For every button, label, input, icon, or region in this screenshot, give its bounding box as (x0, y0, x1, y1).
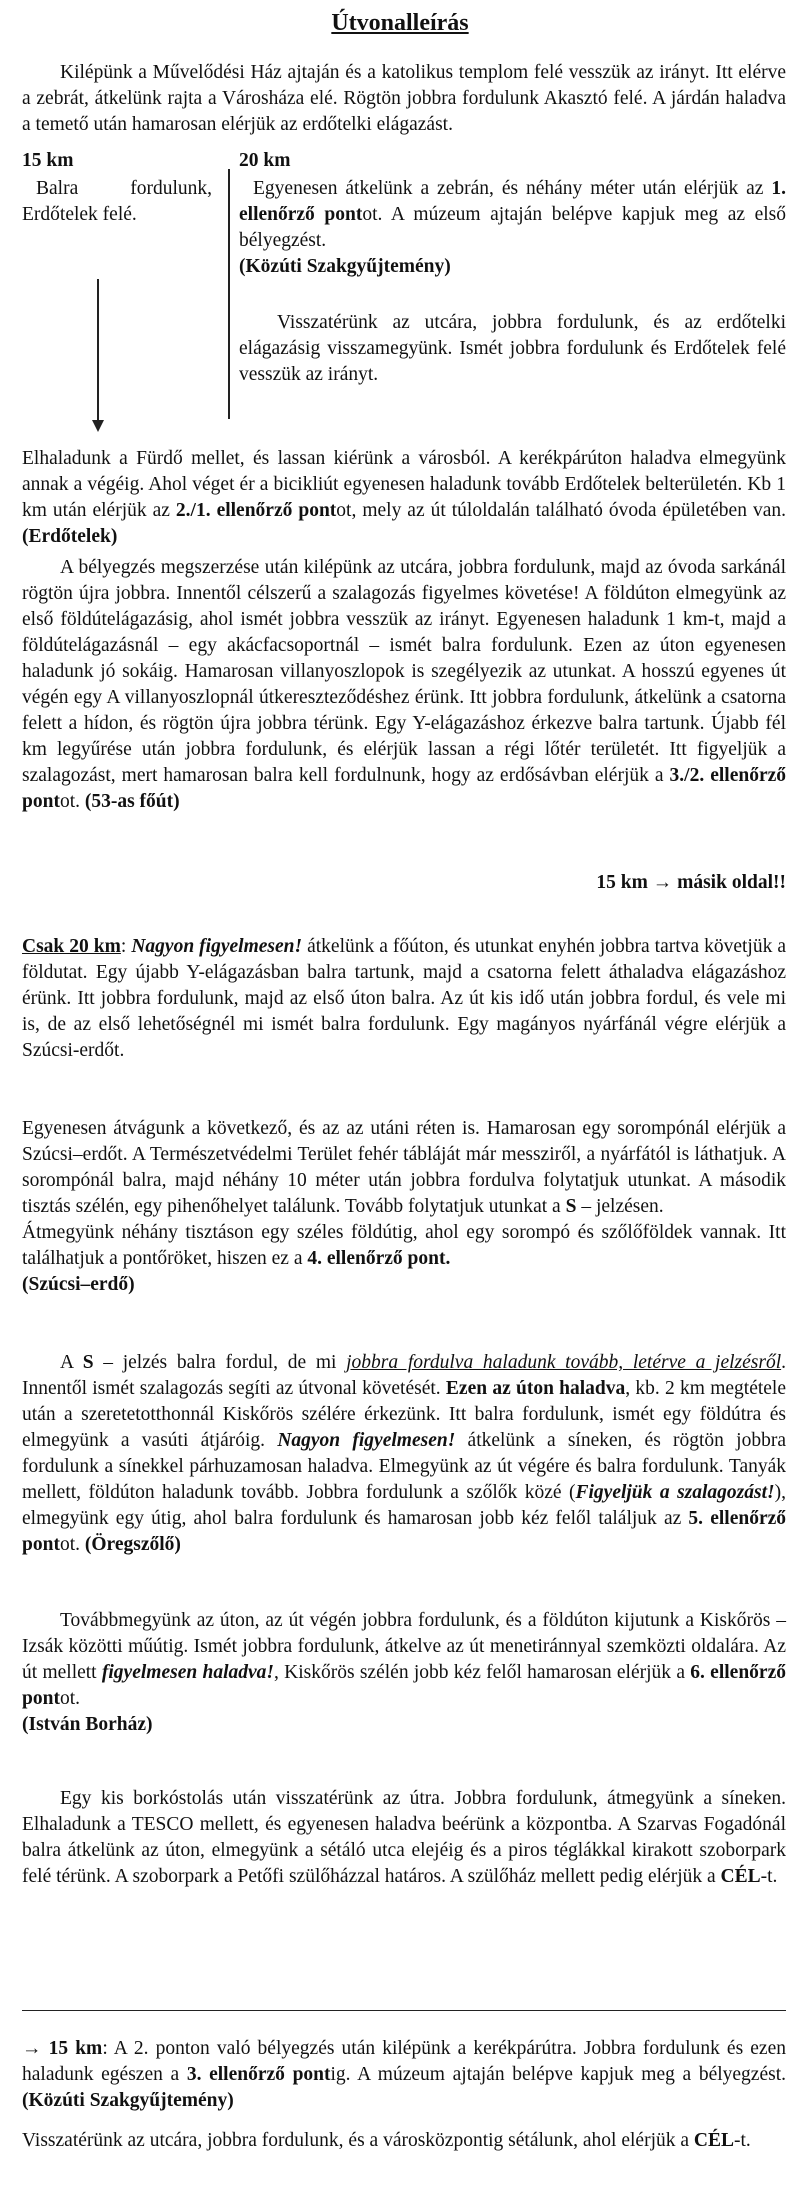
paragraph-15km-route: → 15 km: A 2. ponton való bélyegzés után kilépünk a kerékpárútra. Jobbra fordulunk és ezen haladunk egészen a 3. ellenőrző pontig. A múzeum ajtaján belépve kapjuk meg a bélyegzést. (Közúti Szakgyűjtemény) (22, 2038, 786, 2111)
down-arrow-line (97, 279, 99, 424)
branch-20km-paragraph-1: Egyenesen átkelünk a zebrán, és néhány méter után elérjük az 1. ellenőrző pontot. A múzeum ajtaján belépve kapjuk meg az első bélyegzést. (239, 178, 786, 251)
divider-line (22, 2010, 786, 2011)
paragraph-vissza: Visszatérünk az utcára, jobbra fordulunk, és a városközpontig sétálunk, ahol elérjük a CÉL-t. (22, 2130, 751, 2151)
paragraph-sorompo: Egyenesen átvágunk a következő, és az az utáni réten is. Hamarosan egy sorompónál elérjük a Szúcsi–erdőt. A Természetvédelmi Terület fehér tábláját már messziről, a nyárfától is láthatjuk. A sorompónál balra, majd néhány 10 méter után jobbra fordulva folytatjuk utunkat. A második tisztás szélén, egy pihenőhelyet találunk. Tovább folytatjuk utunkat a S – jelzésen. Átmegyünk néhány tisztáson egy széles földútig, ahol egy sorompó és szőlőföldek vannak. Itt találhatjuk a pontőröket, hiszen ez a 4. ellenőrző pont. (Szúcsi–erdő) (22, 1118, 786, 1295)
branch-15km-heading: 15 km (22, 150, 74, 171)
branch-15km-text: Balra fordulunk, Erdőtelek felé. (22, 178, 212, 225)
branch-20km-paragraph-2: Visszatérünk az utcára, jobbra fordulunk, és az erdőtelki elágazásig visszamegyünk. Ismét jobbra fordulunk és Erdőtelek felé vesszük az irányt. (239, 312, 786, 385)
paragraph-csak-20km: Csak 20 km: Nagyon figyelmesen! átkelünk a főúton, és utunkat enyhén jobbra tartva követjük a földutat. Egy újabb Y-elágazásban balra tartunk, majd a csatorna felett áthaladva elágazáshoz érünk. Itt jobbra fordulunk, majd az első úton balra. Az út kis idő után jobbra fordul, és vele mi is, de az első lehetőségnél mi ismét balra fordulunk. Egy magányos nyárfánál végre elérjük a Szúcsi-erdőt. (22, 936, 786, 1061)
paragraph-ovoda: A bélyegzés megszerzése után kilépünk az utcára, jobbra fordulunk, majd az óvoda sarkánál rögtön újra jobbra. Innentől célszerű a szalagozás figyelmes követése! A földúton elmegyünk az első földútelágazásig, ahol ismét jobbra vesszük az irányt. Egyenesen haladunk 1 km-t, majd a földútelágazásnál – egy akácfacsoportnál – ismét balra fordulunk. Ezen az úton egyenesen haladunk jó sokáig. Hamarosan villanyoszlopok is szegélyezik az utunkat. A hosszú egyenes út végén egy A villanyoszlopnál útkereszteződéshez érünk. Itt jobbra fordulunk, átkelünk a csatorna felett a hídon, és rögtön újra jobbra térünk. Egy Y-elágazáshoz érkezve balra tartunk. Újabb fél km legyűrése után jobbra fordulunk, és elérjük lassan a régi lőtér területét. Itt figyeljük a szalagozást, mert hamarosan balra kell fordulnunk, hogy az erdősávban elérjük a 3./2. ellenőrző pontot. (53-as főút) (22, 557, 787, 812)
paragraph-borkostolas: Egy kis borkóstolás után visszatérünk az útra. Jobbra fordulunk, átmegyünk a síneken. Elhaladunk a TESCO mellett, és egyenesen haladva beérünk a központba. A Szarvas Fogadónál balra átkelünk az úton, elmegyünk a sétáló utca elejéig és a piros téglákkal kirakott szoborpark felé térünk. A szoborpark a Petőfi szülőházzal határos. A szülőház mellett pedig elérjük a CÉL-t. (22, 1788, 786, 1887)
column-divider (228, 169, 230, 419)
branch-20km (239, 150, 786, 388)
branch-15km (22, 150, 222, 228)
paragraph-furdo: Elhaladunk a Fürdő mellet, és lassan kiérünk a városból. A kerékpárúton haladva elmegyünk annak a végéig. Ahol véget ér a bicikliút egyenesen haladunk tovább Erdőtelek belterületén. Kb 1 km után elérjük az 2./1. ellenőrző pontot, mely az út túloldalán található óvoda épületében van. (Erdőtelek) (22, 448, 786, 547)
note-15km-other-side: 15 km → másik oldal!! (596, 872, 786, 893)
intro-paragraph: Kilépünk a Művelődési Ház ajtaján és a katolikus templom felé vesszük az irányt. Itt elérve a zebrát, átkelünk rajta a Városháza elé. Rögtön jobbra fordulunk Akasztó felé. A járdán haladva a temető után hamarosan elérjük az erdőtelki elágazást. (22, 62, 786, 135)
page-title: Útvonalleírás (331, 10, 469, 36)
branch-20km-place: (Közúti Szakgyűjtemény) (239, 256, 451, 277)
paragraph-s-jelzes: A S – jelzés balra fordul, de mi jobbra fordulva haladunk tovább, letérve a jelzésről. Innentől ismét szalagozás segíti az útvonal követését. Ezen az úton haladva, kb. 2 km megtétele után a szeretetotthonnál Kiskőrös szélére érkezünk. Itt balra fordulunk, ismét egy földútra és elmegyünk a vasúti átjáróig. Nagyon figyelmesen! átkelünk a síneken, és rögtön jobbra fordulunk a sínekkel párhuzamosan haladva. Elmegyünk az út végére és balra fordulunk. Tanyák mellett, földúton haladunk tovább. Jobbra fordulunk a szőlők közé (Figyeljük a szalagozást!), elmegyünk egy útig, ahol balra fordulunk és hamarosan jobb kéz felől találjuk az 5. ellenőrző pontot. (Öregszőlő) (22, 1352, 787, 1555)
down-arrow-icon (92, 420, 104, 432)
branch-20km-heading: 20 km (239, 150, 291, 171)
checkpoint-label: 1. ellenőrző pont (239, 178, 786, 225)
paragraph-tovabb: Továbbmegyünk az úton, az út végén jobbra fordulunk, és a földúton kijutunk a Kiskőrös – Izsák közötti műútig. Ismét jobbra fordulunk, átkelve az út menetiránnyal szemközti oldalára. Az út mellett figyelmesen haladva!, Kiskőrös szélén jobb kéz felől hamarosan elérjük a 6. ellenőrző pontot. (István Borház) (22, 1610, 786, 1735)
